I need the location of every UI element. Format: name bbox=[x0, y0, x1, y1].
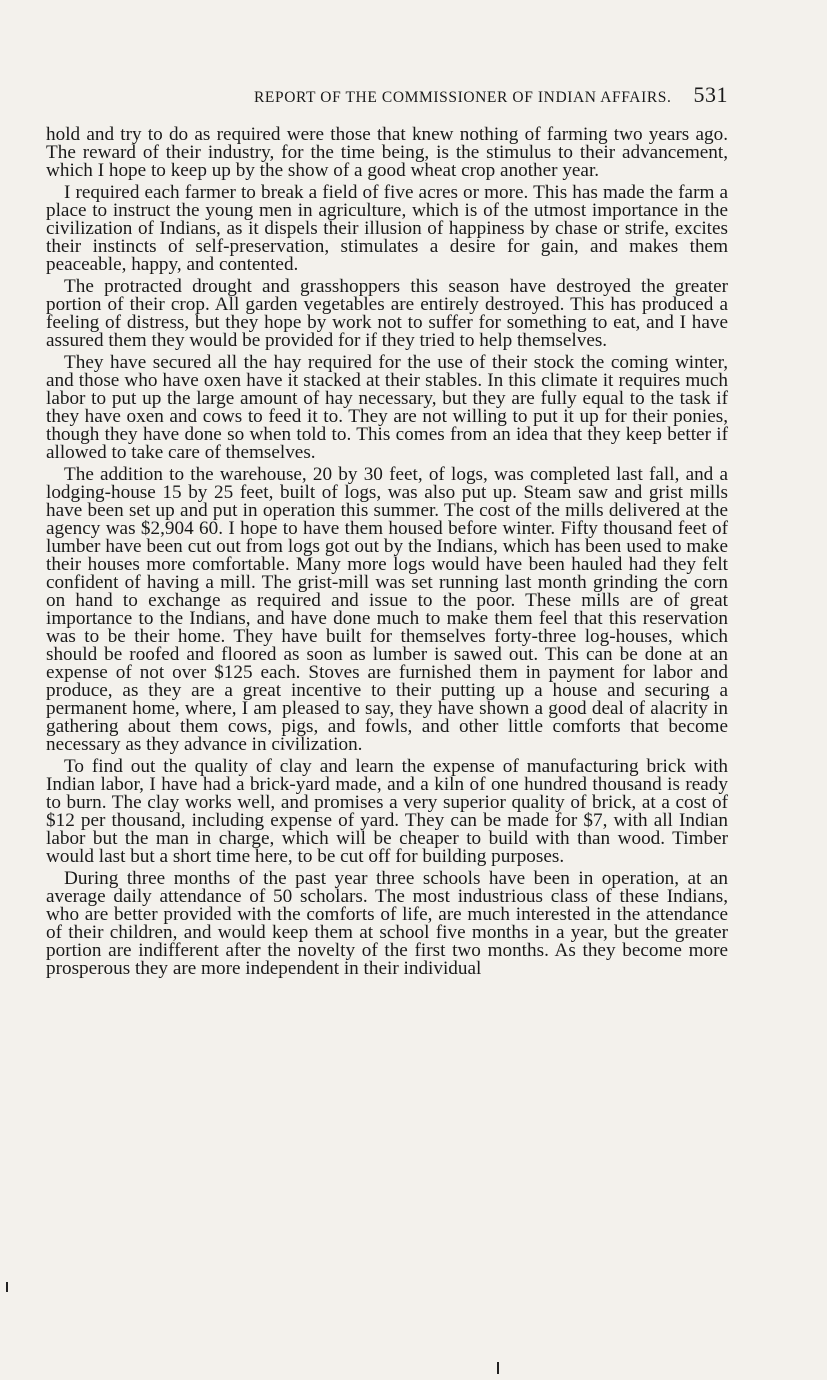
paragraph-schools: During three months of the past year three schools have been in operation, at an average daily attendance of 50 scholars. The most industrious class of these Indians, who are better provided with the comforts of life, are much interested in the attendance of their children, and would keep them at school five months in a year, but the greater portion are indifferent after the novelty of the first two months. As they become more prosperous they are more independent in their individual bbox=[46, 868, 728, 979]
scan-mark-bottom bbox=[497, 1362, 499, 1374]
running-title: REPORT OF THE COMMISSIONER OF INDIAN AFFAIRS. bbox=[253, 89, 672, 106]
paragraph-drought: The protracted drought and grasshoppers this season have destroyed the greater portion of their crop. All garden vegetables are entirely destroyed. This has produced a feeling of distress, but they hope by work not to suffer for something to eat, and I have assured them they would be provided for if they tried to help themselves. bbox=[46, 276, 728, 351]
paragraph-hay: They have secured all the hay required for the use of their stock the coming winter, and those who have oxen have it stacked at their stables. In this climate it requires much labor to put up the large amount of hay necessary, but they are fully equal to the task if they have oxen and cows to feed it to. They are not willing to put it up for their ponies, though they have done so when told to. This comes from an idea that they keep better if allowed to take care of themselves. bbox=[46, 352, 728, 463]
paragraph-brick-yard: To find out the quality of clay and learn the expense of manufacturing brick with Indian labor, I have had a brick-yard made, and a kiln of one hundred thousand is ready to burn. The clay works well, and promises a very superior quality of brick, at a cost of $12 per thousand, including expense of yard. They can be made for $7, with all Indian labor but the man in charge, which will be cheaper to build with than wood. Timber would last but a short time here, to be cut off for building purposes. bbox=[46, 756, 728, 867]
page-number: 531 bbox=[693, 82, 728, 107]
paragraph-continuation: hold and try to do as required were those that knew nothing of farming two years ago. The reward of their industry, for the time being, is the stimulus to their advancement, which I hope to keep up by the show of a good wheat crop another year. bbox=[46, 124, 728, 181]
paragraph-farm-fields: I required each farmer to break a field of five acres or more. This has made the farm a place to instruct the young men in agriculture, which is of the utmost importance in the civilization of Indians, as it dispels their illusion of happiness by chase or strife, excites their instincts of self-preservation, stimulates a desire for gain, and makes them peaceable, happy, and contented. bbox=[46, 182, 728, 275]
paragraph-buildings-mills: The addition to the warehouse, 20 by 30 feet, of logs, was completed last fall, and a lodging-house 15 by 25 feet, built of logs, was also put up. Steam saw and grist mills have been set up and put in operation this summer. The cost of the mills delivered at the agency was $2,904 60. I hope to have them housed before winter. Fifty thousand feet of lumber have been cut out from logs got out by the Indians, which has been used to make their houses more comfortable. Many more logs would have been hauled had they felt confident of having a mill. The grist-mill was set running last month grinding the corn on hand to exchange as required and issue to the poor. These mills are of great importance to the Indians, and have done much to make them feel that this reservation was to be their home. They have built for themselves forty-three log-houses, which should be roofed and floored as soon as lumber is sawed out. This can be done at an expense of not over $125 each. Stoves are furnished them in payment for labor and produce, as they are a great incentive to their putting up a house and securing a permanent home, where, I am pleased to say, they have shown a good deal of alacrity in gathering about them cows, pigs, and fowls, and other little comforts that become necessary as they advance in civilization. bbox=[46, 464, 728, 755]
document-page bbox=[46, 82, 728, 982]
scan-mark-left bbox=[6, 1282, 8, 1292]
running-head bbox=[46, 82, 728, 114]
body-text bbox=[46, 126, 728, 978]
